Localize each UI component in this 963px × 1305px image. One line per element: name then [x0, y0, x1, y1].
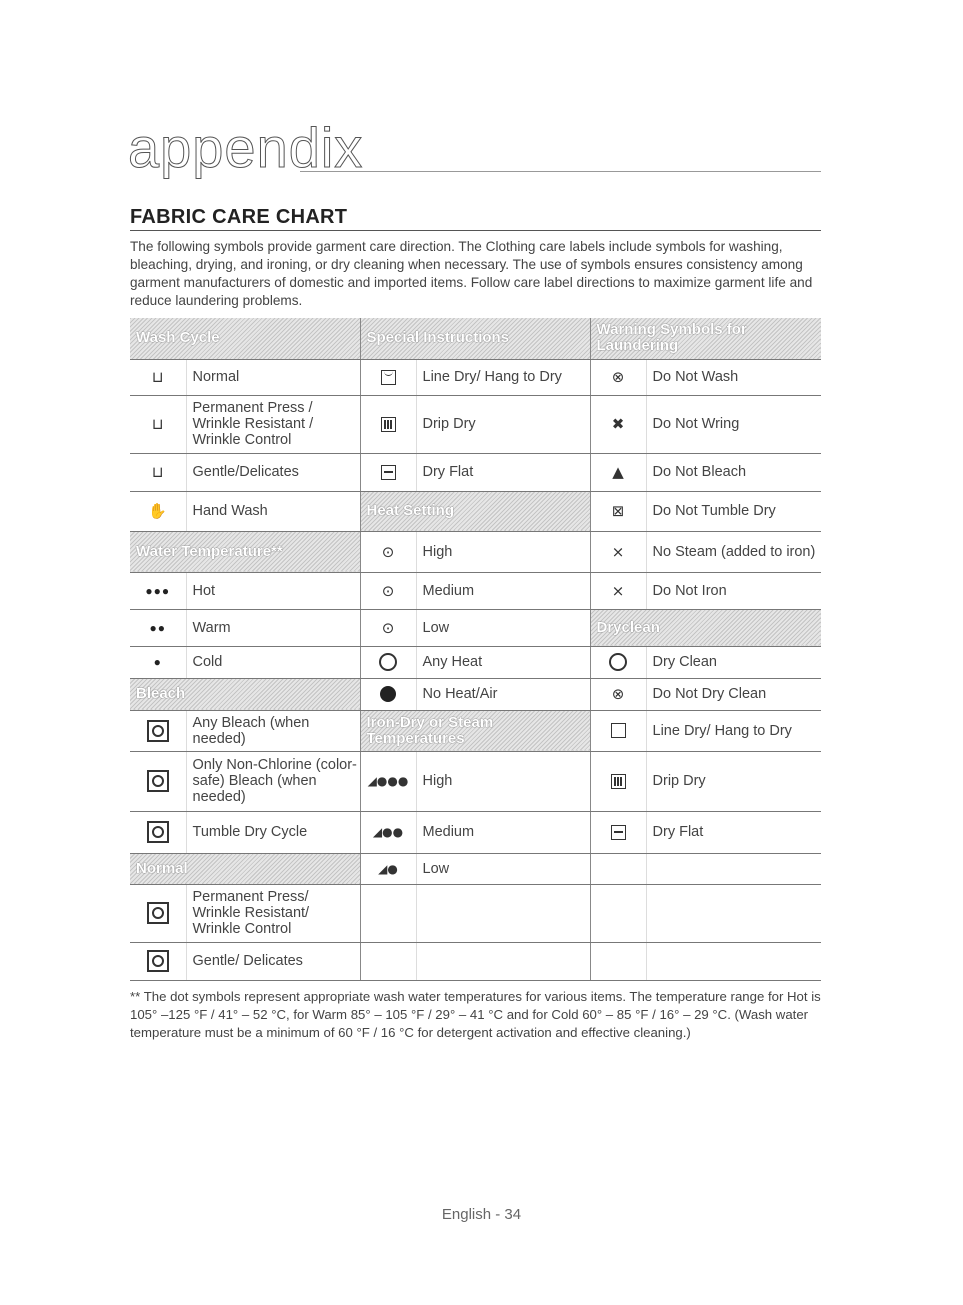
iron-high-icon: ◢●●● — [360, 751, 416, 811]
do-not-wring-label: Do Not Wring — [646, 395, 821, 453]
heat-low-label: Low — [416, 609, 590, 646]
iron-medium-label: Medium — [416, 811, 590, 853]
section-divider — [130, 230, 821, 231]
iron-low-icon: ◢● — [360, 853, 416, 884]
non-chlorine-label: Only Non-Chlorine (color-safe) Bleach (when needed) — [186, 751, 360, 811]
dry-flat-icon — [360, 453, 416, 491]
page-footer: English - 34 — [441, 1206, 522, 1223]
any-heat-icon — [360, 646, 416, 678]
dry-clean-label: Dry Clean — [646, 646, 821, 678]
drip-dry-label: Drip Dry — [416, 395, 590, 453]
hand-wash-label: Hand Wash — [186, 491, 360, 531]
warm-label: Warm — [186, 609, 360, 646]
non-chlorine-bleach-icon — [130, 751, 186, 811]
empty-cell — [590, 853, 646, 884]
fabric-care-table — [130, 318, 821, 981]
tumble-dry-icon — [130, 811, 186, 853]
dry-flat-label-2: Dry Flat — [646, 811, 821, 853]
header-water-temperature: Water Temperature** — [130, 531, 360, 572]
iron-high-label: High — [416, 751, 590, 811]
empty-cell — [646, 884, 821, 942]
do-not-wash-label: Do Not Wash — [646, 359, 821, 395]
gentle-2-label: Gentle/ Delicates — [186, 942, 360, 980]
dry-flat-label: Dry Flat — [416, 453, 590, 491]
iron-medium-icon: ◢●● — [360, 811, 416, 853]
do-not-wring-icon: ✖ — [590, 395, 646, 453]
heat-low-icon: ⊙ — [360, 609, 416, 646]
header-warning-symbols: Warning Symbols for Laundering — [590, 318, 821, 359]
wash-normal-label: Normal — [186, 359, 360, 395]
any-heat-label: Any Heat — [416, 646, 590, 678]
heat-medium-label: Medium — [416, 572, 590, 609]
do-not-iron-icon: ⨯ — [590, 572, 646, 609]
any-bleach-label: Any Bleach (when needed) — [186, 710, 360, 751]
no-heat-icon — [360, 678, 416, 710]
wash-tub-gentle-icon: ⊔ — [130, 453, 186, 491]
no-steam-icon: ⨯ — [590, 531, 646, 572]
footnote: ** The dot symbols represent appropriate wash water temperatures for various items. The temperature range for Hot is 105° –125 °F / 41° – 52 °C, for Warm 85° – 105 °F / 29° – 41 °C and for Cold 60° – 85 °F / 16° – 29 °C. (Wash water temperature must be a minimum of 60 °F / 16 °C for detergent activation and effective cleaning.) — [130, 989, 821, 1040]
heat-high-icon: ⊙ — [360, 531, 416, 572]
any-bleach-icon — [130, 710, 186, 751]
empty-cell — [590, 942, 646, 980]
header-normal: Normal — [130, 853, 360, 884]
intro-paragraph: The following symbols provide garment care direction. The Clothing care labels include symbols for washing, bleaching, drying, and ironing, or dry cleaning when necessary. The use of symbols ensures consistency among garment manufacturers of domestic and imported items. Follow care label directions to maximize garment life and reduce laundering problems. — [130, 239, 813, 308]
iron-low-label: Low — [416, 853, 590, 884]
wash-tub-icon: ⊔ — [130, 359, 186, 395]
appendix-title: appendix — [128, 116, 364, 179]
hand-wash-icon: ✋ — [130, 491, 186, 531]
do-not-bleach-label: Do Not Bleach — [646, 453, 821, 491]
perm-press-2-label: Permanent Press/ Wrinkle Resistant/ Wrinkle Control — [186, 884, 360, 942]
gentle-label: Gentle/Delicates — [186, 453, 360, 491]
drip-dry-icon-2 — [590, 751, 646, 811]
tumble-dry-label: Tumble Dry Cycle — [186, 811, 360, 853]
header-dryclean: Dryclean — [590, 609, 821, 646]
empty-cell — [416, 884, 590, 942]
heat-high-label: High — [416, 531, 590, 572]
heat-medium-icon: ⊙ — [360, 572, 416, 609]
do-not-bleach-icon: ▲ — [590, 453, 646, 491]
empty-cell — [590, 884, 646, 942]
tumble-permanent-press-icon — [130, 884, 186, 942]
drip-dry-icon — [360, 395, 416, 453]
no-steam-label: No Steam (added to iron) — [646, 531, 821, 572]
cold-label: Cold — [186, 646, 360, 678]
header-special-instructions: Special Instructions — [360, 318, 590, 359]
title-divider — [300, 171, 821, 172]
permanent-press-label: Permanent Press / Wrinkle Resistant / Wrinkle Control — [186, 395, 360, 453]
line-dry-icon-2 — [590, 710, 646, 751]
header-iron-dry-steam: Iron-Dry or Steam Temperatures — [360, 710, 590, 751]
dry-flat-icon-2 — [590, 811, 646, 853]
do-not-tumble-dry-icon: ⊠ — [590, 491, 646, 531]
empty-cell — [646, 942, 821, 980]
dry-clean-icon — [590, 646, 646, 678]
empty-cell — [646, 853, 821, 884]
header-heat-setting: Heat Setting — [360, 491, 590, 531]
empty-cell — [416, 942, 590, 980]
line-dry-label-2: Line Dry/ Hang to Dry — [646, 710, 821, 751]
temperature-cold-icon: ● — [130, 646, 186, 678]
hot-label: Hot — [186, 572, 360, 609]
header-wash-cycle: Wash Cycle — [130, 318, 360, 359]
line-dry-icon — [360, 359, 416, 395]
wash-tub-permanent-press-icon: ⊔ — [130, 395, 186, 453]
do-not-tumble-dry-label: Do Not Tumble Dry — [646, 491, 821, 531]
no-heat-label: No Heat/Air — [416, 678, 590, 710]
do-not-dry-clean-label: Do Not Dry Clean — [646, 678, 821, 710]
temperature-hot-icon: ●●● — [130, 572, 186, 609]
tumble-gentle-icon — [130, 942, 186, 980]
do-not-iron-label: Do Not Iron — [646, 572, 821, 609]
drip-dry-label-2: Drip Dry — [646, 751, 821, 811]
line-dry-label: Line Dry/ Hang to Dry — [416, 359, 590, 395]
temperature-warm-icon: ●● — [130, 609, 186, 646]
empty-cell — [360, 884, 416, 942]
do-not-dry-clean-icon: ⊗ — [590, 678, 646, 710]
empty-cell — [360, 942, 416, 980]
header-bleach: Bleach — [130, 678, 360, 710]
do-not-wash-icon: ⊗ — [590, 359, 646, 395]
section-heading: FABRIC CARE CHART — [130, 206, 348, 228]
